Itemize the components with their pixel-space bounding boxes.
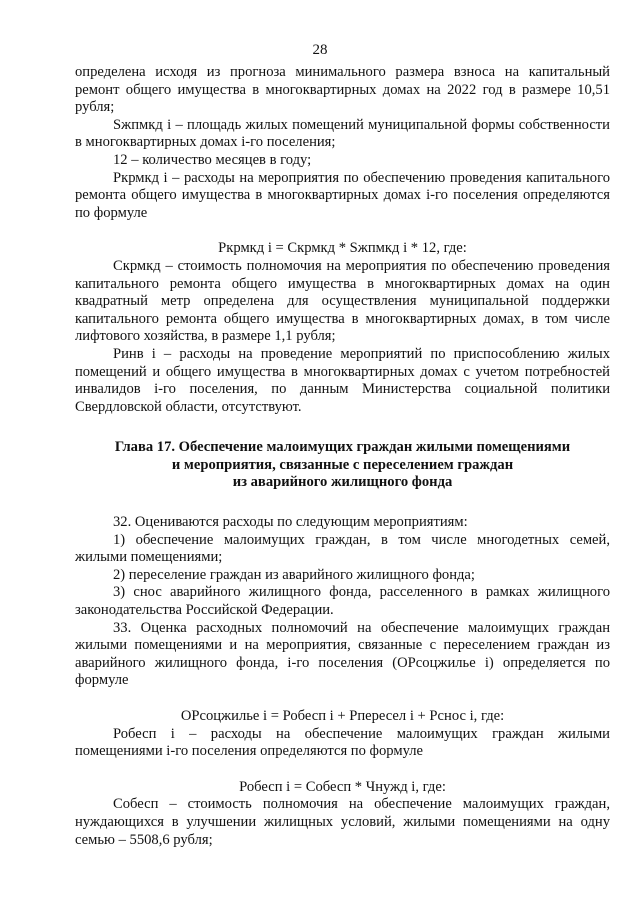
formula-robesp: Робесп i = Собесп * Чнужд i, где: <box>239 778 446 795</box>
paragraph-months-definition: 12 – количество месяцев в году; <box>113 151 312 168</box>
paragraph-continuation: определена исходя из прогноза минимального размера взноса на капитальный ремонт общего имущества в многоквартирных домах на 2022 год в размере 10,51 рубля; <box>75 64 610 116</box>
chapter-heading <box>75 439 610 492</box>
document-body <box>75 64 610 849</box>
paragraph-item-32-2: 2) переселение граждан из аварийного жилищного фонда; <box>113 566 475 583</box>
paragraph-rkrmkd-definition: Ркрмкд i – расходы на мероприятия по обеспечению проведения капитального ремонта общего имущества в многоквартирных домах i-го поселения определяются по формуле <box>75 169 610 221</box>
paragraph-item-32-1: 1) обеспечение малоимущих граждан, в том числе многодетных семей, жилыми помещениями; <box>75 531 610 566</box>
formula-orsoczhilye: ОРсоцжилье i = Робесп i + Рпересел i + Рснос i, где: <box>180 708 505 724</box>
chapter-heading-line-2: и мероприятия, связанные с переселением граждан <box>171 456 514 473</box>
chapter-heading-line-1: Глава 17. Обеспечение малоимущих граждан жилыми помещениями <box>114 439 571 456</box>
paragraph-item-33: 33. Оценка расходных полномочий на обеспечение малоимущих граждан жилыми помещениями и на мероприятия, связанные с переселением граждан из аварийного жилищного фонда, i-го поселения (ОРсоцжилье i) определяется по формуле <box>75 619 610 689</box>
formula-rkrmkd: Ркрмкд i = Скрмкд * Sжпмкд i * 12, где: <box>218 240 467 257</box>
paragraph-rinv-definition: Ринв i – расходы на проведение мероприятий по приспособлению жилых помещений и общего имущества в многоквартирных домах с учетом потребностей инвалидов i-го поселения, по данным Министерства социальной политики Свердловской области, отсутствуют. <box>75 345 610 415</box>
paragraph-sgpmkd-definition: Sжпмкд i – площадь жилых помещений муниципальной формы собственности в многоквартирных домах i-го поселения; <box>75 116 610 151</box>
paragraph-skrmkd-definition: Скрмкд – стоимость полномочия на мероприятия по обеспечению проведения капитального ремонта общего имущества в многоквартирных домах на один квадратный метр определена для осуществления муниципальной поддержки капитального ремонта общего имущества в многоквартирных домах, в том числе лифтового хозяйства, в размере 1,1 рубля; <box>75 257 610 345</box>
chapter-heading-line-3: из аварийного жилищного фонда <box>232 474 453 491</box>
paragraph-sobesp-definition: Собесп – стоимость полномочия на обеспечение малоимущих граждан, нуждающихся в улучшении жилищных условий, жилыми помещениями на одну семью – 5508,6 рубля; <box>75 796 610 848</box>
page-number: 28 <box>312 42 328 58</box>
paragraph-robesp-definition: Робесп i – расходы на обеспечение малоимущих граждан жилыми помещениями i-го поселения определяются по формуле <box>75 725 610 760</box>
paragraph-item-32: 32. Оцениваются расходы по следующим мероприятиям: <box>113 514 468 531</box>
paragraph-item-32-3: 3) снос аварийного жилищного фонда, расселенного в рамках жилищного законодательства Российской Федерации. <box>75 584 610 619</box>
